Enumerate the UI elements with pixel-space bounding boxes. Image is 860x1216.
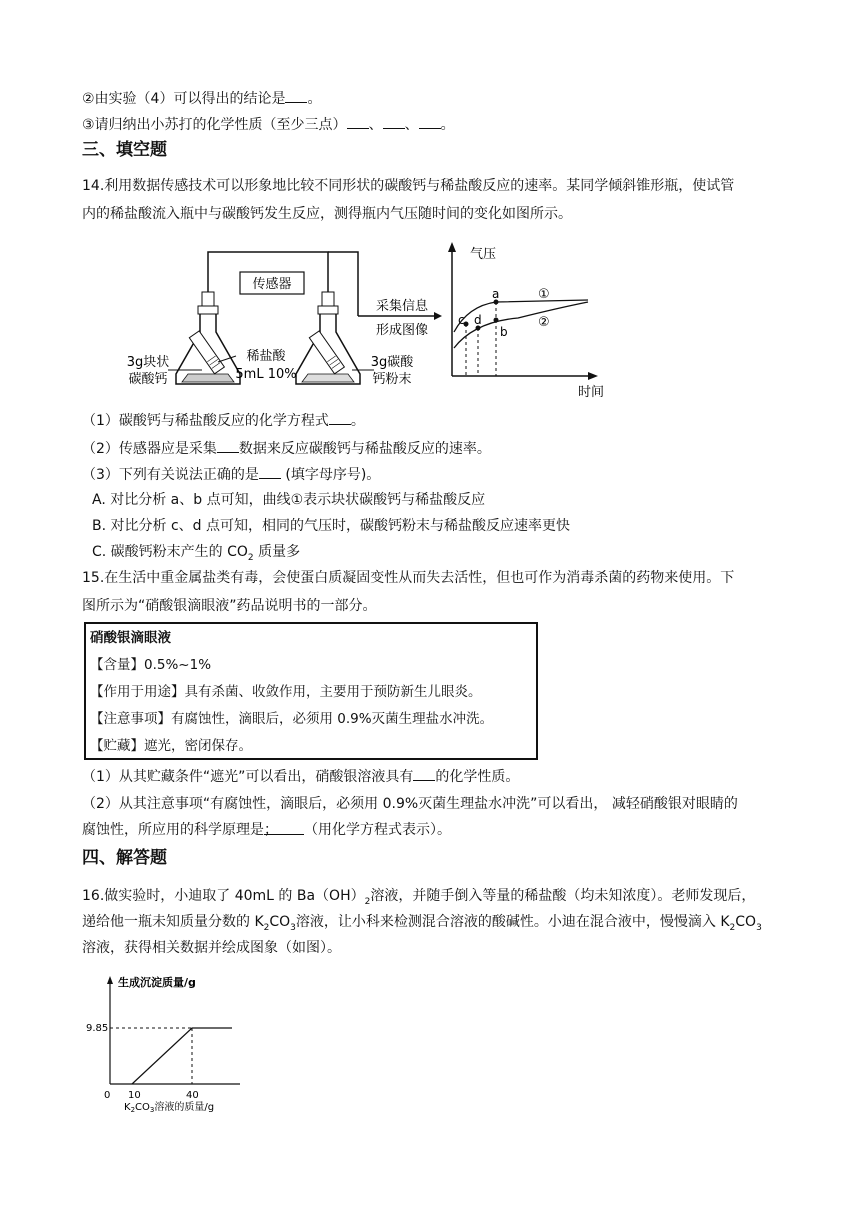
question-13-line-2: ②由实验（4）可以得出的结论是 。	[82, 88, 321, 109]
q15-sub1: （1）从其贮藏条件“遮光”可以看出，硝酸银溶液具有 的化学性质。	[82, 766, 519, 787]
q15-sub2-line-1: （2）从其注意事项“有腐蚀性，滴眼后，必须用 0.9%灭菌生理盐水冲洗”可以看出， 减轻硝酸银对眼睛的	[82, 796, 738, 812]
q14-option-c: C. 碳酸钙粉末产生的 $CO_2$ 质量多	[92, 544, 301, 563]
precipitate-line	[132, 1028, 232, 1084]
y-tick-label: 9.85	[86, 1023, 109, 1034]
left-flask	[176, 280, 240, 384]
q14-option-a: A. 对比分析 a、b 点可知，曲线①表示块状碳酸钙与稀盐酸反应	[92, 492, 486, 508]
q14-stem-line-1: 14.利用数据传感技术可以形象地比较不同形状的碳酸钙与稀盐酸反应的速率。某同学倾斜锥形瓶，使试管	[82, 178, 735, 194]
y-axis-label: 气压	[470, 247, 497, 262]
x-axis-label: $K_2CO_3$溶液的质量/g	[124, 1102, 215, 1112]
curve-2-label: ②	[538, 315, 550, 330]
drug-label-box	[84, 622, 538, 760]
pressure-time-graph	[448, 242, 604, 400]
label-powder-caco3-2: 钙粉末	[372, 372, 412, 387]
answer-blank[interactable]	[217, 438, 239, 453]
q16-line-1: 16.做实验时，小迪取了 40mL 的 $Ba(OH)_2$溶液，并随手倒入等量的稀盐酸（均未知浓度）。老师发现后，	[82, 888, 756, 907]
answer-blank[interactable]	[285, 88, 307, 103]
answer-blank[interactable]	[383, 114, 405, 129]
q15-stem-line-1: 15.在生活中重金属盐类有毒，会使蛋白质凝固变性从而失去活性，但也可作为消毒杀菌的药物来使用。下	[82, 570, 735, 586]
point-c: c	[458, 313, 465, 327]
drug-label-title: 硝酸银滴眼液	[90, 630, 171, 646]
section-title-fill-in: 三、填空题	[82, 140, 167, 160]
point-a: a	[492, 287, 500, 301]
q14-sub1: （1）碳酸钙与稀盐酸反应的化学方程式 。	[82, 410, 365, 431]
answer-blank[interactable]	[259, 464, 281, 479]
label-powder-caco3-1: 3g碳酸	[370, 355, 414, 370]
label-acid-1: 稀盐酸	[246, 349, 286, 364]
q16-precipitate-chart	[80, 968, 260, 1112]
q16-line-2: 递给他一瓶未知质量分数的 $K_2CO_3$溶液，让小科来检测混合溶液的酸碱性。小迪在混合液中，慢慢滴入 $K_2CO_3$	[82, 914, 762, 933]
q14-sub3: （3）下列有关说法正确的是 (填字母序号)。	[82, 464, 380, 485]
answer-blank[interactable]	[329, 410, 351, 425]
q15-stem-line-2: 图所示为“硝酸银滴眼液”药品说明书的一部分。	[82, 598, 377, 614]
label-collect-1: 采集信息	[375, 299, 429, 314]
drug-label-storage: 【贮藏】遮光，密闭保存。	[90, 738, 252, 754]
x-tick-label-40: 40	[186, 1090, 199, 1101]
x-tick-label-10: 10	[128, 1090, 141, 1101]
answer-blank[interactable]	[413, 766, 435, 781]
point-b: b	[500, 325, 508, 339]
curve-1-label: ①	[538, 287, 550, 302]
origin-label: 0	[104, 1090, 111, 1101]
right-flask	[296, 280, 360, 384]
question-13-line-3: ③请归纳出小苏打的化学性质（至少三点） 、 、 。	[82, 114, 455, 135]
point-d: d	[474, 313, 482, 327]
answer-blank[interactable]	[347, 114, 369, 129]
q14-stem-line-2: 内的稀盐酸流入瓶中与碳酸钙发生反应，测得瓶内气压随时间的变化如图所示。	[82, 206, 572, 222]
label-acid-2: 5mL 10%	[235, 367, 297, 382]
y-axis-label: 生成沉淀质量/g	[118, 976, 196, 989]
label-block-caco3-1: 3g块状	[126, 355, 170, 370]
drug-label-usage: 【作用于用途】具有杀菌、收敛作用，主要用于预防新生儿眼炎。	[90, 684, 482, 700]
sensor-label: 传感器	[252, 277, 292, 292]
q14-sub2: （2）传感器应是采集 数据来反应碳酸钙与稀盐酸反应的速率。	[82, 438, 491, 459]
x-axis-label: 时间	[578, 385, 605, 400]
answer-blank[interactable]	[419, 114, 441, 129]
drug-label-notice: 【注意事项】有腐蚀性，滴眼后，必须用 0.9%灭菌生理盐水冲洗。	[90, 711, 494, 727]
q14-option-b: B. 对比分析 c、d 点可知，相同的气压时，碳酸钙粉末与稀盐酸反应速率更快	[92, 518, 570, 534]
q16-line-3: 溶液，获得相关数据并绘成图象（如图）。	[82, 940, 341, 956]
label-collect-2: 形成图像	[375, 323, 429, 338]
section-title-answer: 四、解答题	[82, 848, 167, 868]
q15-sub2-line-2: 腐蚀性，所应用的科学原理是； （用化学方程式表示）。	[82, 822, 451, 838]
q14-apparatus-figure	[118, 236, 618, 402]
label-block-caco3-2: 碳酸钙	[128, 372, 168, 387]
answer-blank[interactable]: ；	[264, 820, 304, 835]
drug-label-content: 【含量】0.5%~1%	[90, 657, 212, 673]
